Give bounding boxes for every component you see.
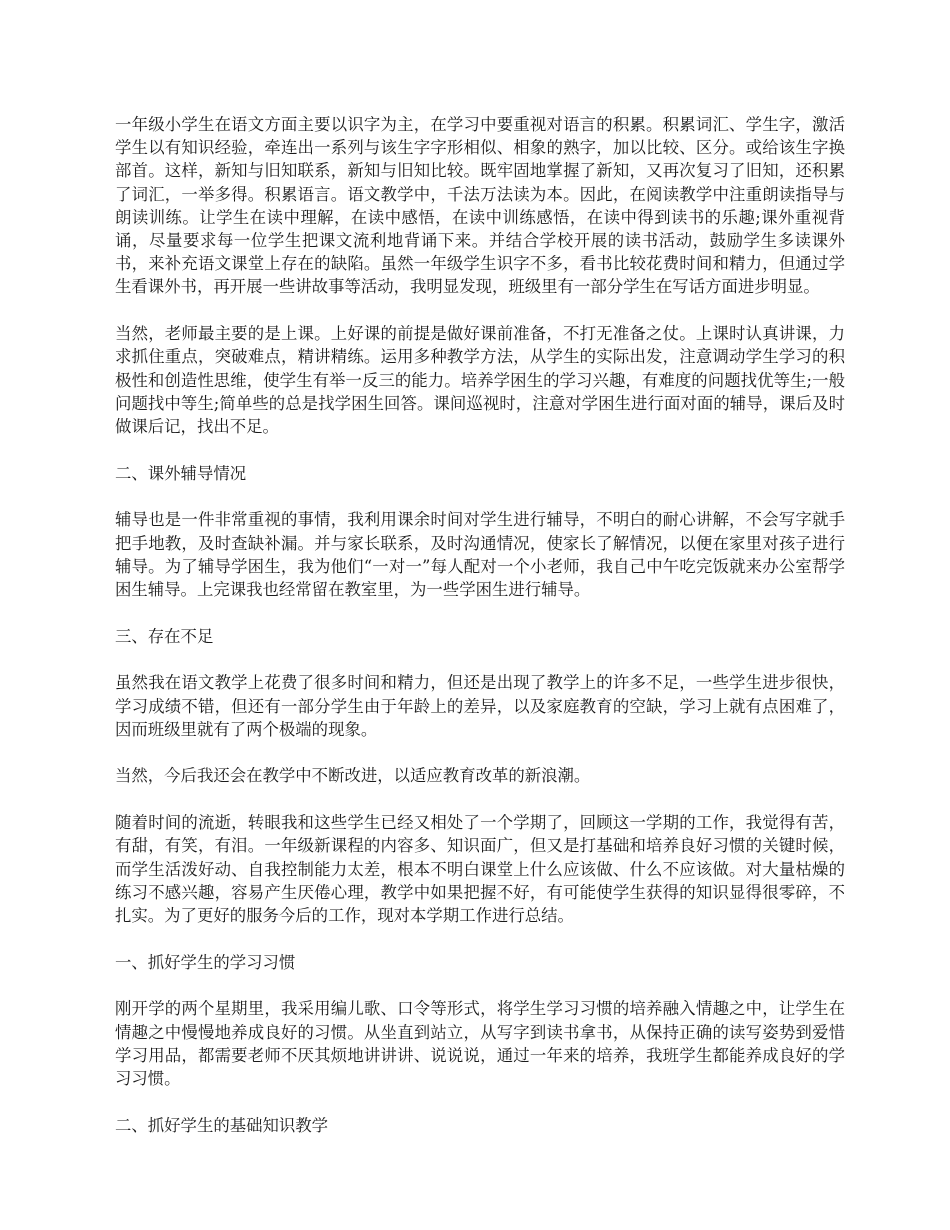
section-heading-study-habits: 一、抓好学生的学习习惯 xyxy=(115,952,296,972)
paragraph-tutoring: 辅导也是一件非常重视的事情，我利用课余时间对学生进行辅导，不明白的耐心讲解，不会写字就手把手地教，及时查缺补漏。并与家长联系，及时沟通情况，使家长了解情况，以便在家里对孩子进行辅导。为了辅导学困生，我为他们“一对一”每人配对一个小老师，我自己中午吃完饭就来办公室帮学困生辅导。上完课我也经常留在教室里，为一些学困生进行辅导。 xyxy=(115,510,845,599)
paragraph-study-habits: 刚开学的两个星期里，我采用编儿歌、口令等形式，将学生学习习惯的培养融入情趣之中，让学生在情趣之中慢慢地养成良好的习惯。从坐直到站立，从写字到读书拿书，从保持正确的读写姿势到爱惜学习用品，都需要老师不厌其烦地讲讲讲、说说说，通过一年来的培养，我班学生都能养成良好的学习习惯。 xyxy=(115,999,845,1088)
section-heading-extracurricular-tutoring: 二、课外辅导情况 xyxy=(115,463,247,483)
paragraph-literacy-accumulation: 一年级小学生在语文方面主要以识字为主，在学习中要重视对语言的积累。积累词汇、学生字，激活学生以有知识经验，牵连出一系列与该生字字形相似、相象的熟字，加以比较、区分。或给该生字换部首。这样，新知与旧知联系，新知与旧知比较。既牢固地掌握了新知，又再次复习了旧知，还积累了词汇，一举多得。积累语言。语文教学中，千法万法读为本。因此，在阅读教学中注重朗读指导与朗读训练。让学生在读中理解，在读中感悟，在读中训练感悟，在读中得到读书的乐趣;课外重视背诵，尽量要求每一位学生把课文流利地背诵下来。并结合学校开展的读书活动，鼓励学生多读课外书，来补充语文课堂上存在的缺陷。虽然一年级学生识字不多，看书比较花费时间和精力，但通过学生看课外书，再开展一些讲故事等活动，我明显发现，班级里有一部分学生在写话方面进步明显。 xyxy=(115,115,845,297)
paragraph-semester-review: 随着时间的流逝，转眼我和这些学生已经又相处了一个学期了，回顾这一学期的工作，我觉得有苦，有甜，有笑，有泪。一年级新课程的内容多、知识面广，但又是打基础和培养良好习惯的关键时候，而学生活泼好动、自我控制能力太差，根本不明白课堂上什么应该做、什么不应该做。对大量枯燥的练习不感兴趣，容易产生厌倦心理，教学中如果把握不好，有可能使学生获得的知识显得很零碎，不扎实。为了更好的服务今后的工作，现对本学期工作进行总结。 xyxy=(115,813,845,925)
paragraph-shortcomings: 虽然我在语文教学上花费了很多时间和精力，但还是出现了教学上的许多不足，一些学生进步很快，学习成绩不错，但还有一部分学生由于年龄上的差异，以及家庭教育的空缺，学习上就有点困难了，因而班级里就有了两个极端的现象。 xyxy=(115,673,845,739)
paragraph-improvement: 当然，今后我还会在教学中不断改进，以适应教育改革的新浪潮。 xyxy=(115,766,591,786)
section-heading-shortcomings: 三、存在不足 xyxy=(115,626,214,646)
document-body xyxy=(115,113,845,1160)
section-heading-basic-knowledge: 二、抓好学生的基础知识教学 xyxy=(115,1115,329,1135)
paragraph-lesson-teaching: 当然，老师最主要的是上课。上好课的前提是做好课前准备，不打无准备之仗。上课时认真讲课，力求抓住重点，突破难点，精讲精练。运用多种教学方法，从学生的实际出发，注意调动学生学习的积极性和创造性思维，使学生有举一反三的能力。培养学困生的学习兴趣，有难度的问题找优等生;一般问题找中等生;简单些的总是找学困生回答。课间巡视时，注意对学困生进行面对面的辅导，课后及时做课后记，找出不足。 xyxy=(115,324,845,436)
